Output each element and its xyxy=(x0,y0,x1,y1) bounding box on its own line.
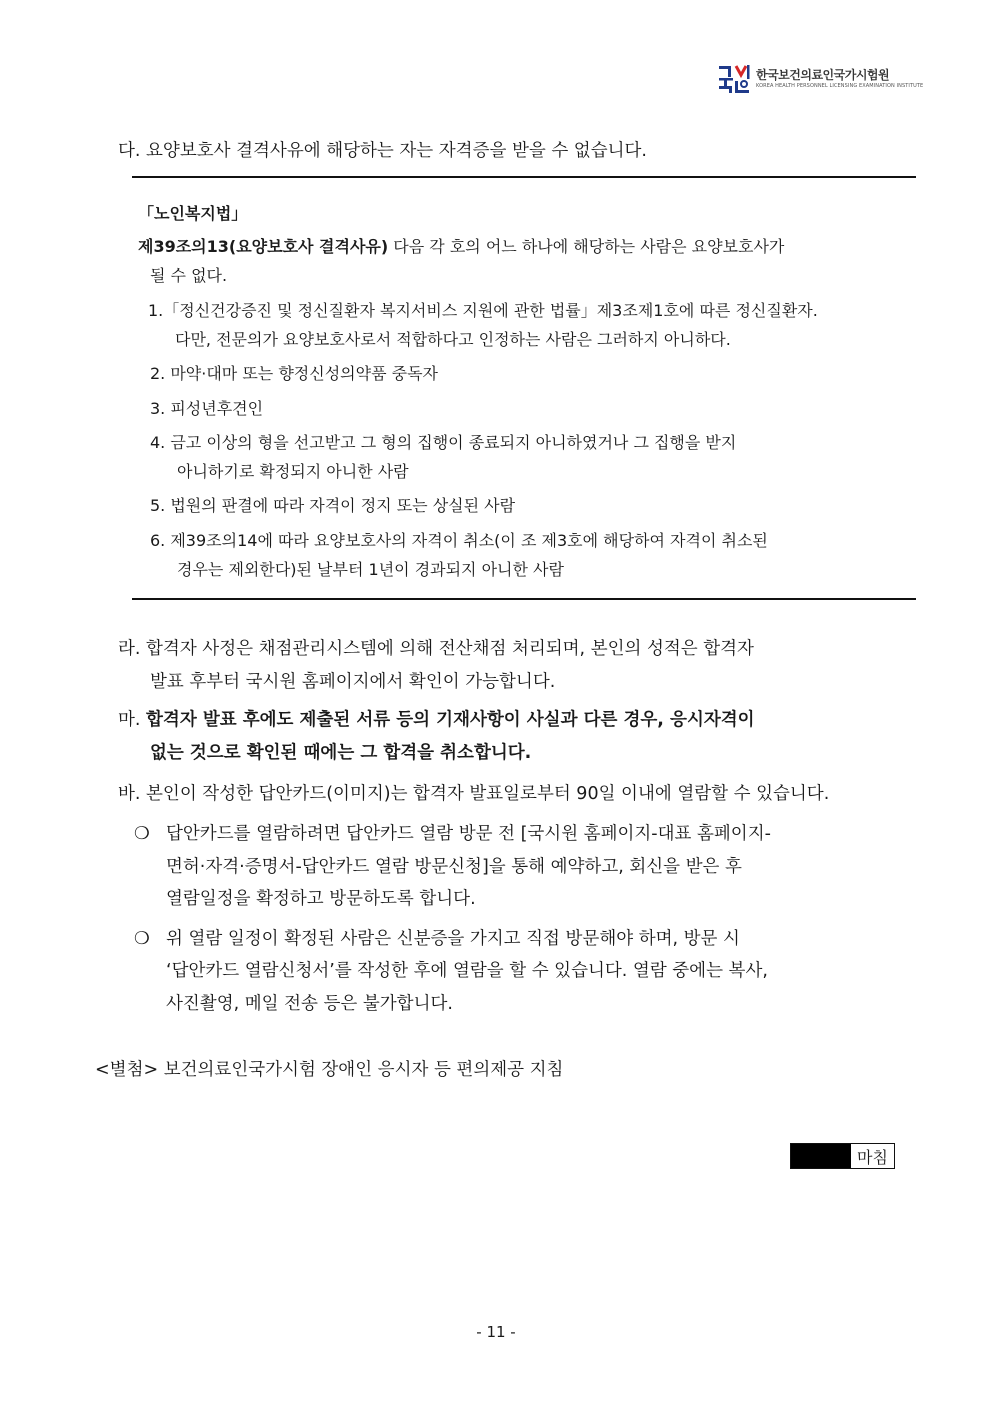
org-name-en: KOREA HEALTH PERSONNEL LICENSING EXAMINATION INSTITUTE xyxy=(756,83,924,89)
bullet-circle-icon: ❍ xyxy=(134,929,150,949)
bullet-line: ‘답안카드 열람신청서’를 작성한 후에 열람을 할 수 있습니다. 열람 중에는 복사, xyxy=(166,961,768,981)
section-ma-prefix: 마. xyxy=(118,710,147,730)
article-rest: 다음 각 호의 어느 하나에 해당하는 사람은 요양보호사가 xyxy=(388,237,785,256)
box-top-rule xyxy=(132,176,916,178)
law-item: 아니하기로 확정되지 아니한 사람 xyxy=(177,462,409,481)
section-ma-line xyxy=(118,712,755,730)
box-bottom-rule xyxy=(132,598,916,600)
org-emblem-icon xyxy=(718,63,750,95)
page-number: - 11 - xyxy=(476,1323,516,1341)
bullet-line: 답안카드를 열람하려면 답안카드 열람 방문 전 [국시원 홈페이지-대표 홈페이지- xyxy=(166,824,771,844)
article-cont: 될 수 없다. xyxy=(150,266,228,285)
article-head: 제39조의13(요양보호사 결격사유) xyxy=(138,237,389,256)
org-logo xyxy=(718,62,924,96)
section-ra-line: 발표 후부터 국시원 홈페이지에서 확인이 가능합니다. xyxy=(150,672,556,692)
section-ra-line: 라. 합격자 사정은 채점관리시스템에 의해 전산채점 처리되며, 본인의 성적은 합격자 xyxy=(118,639,754,659)
section-ma-line: 없는 것으로 확인된 때에는 그 합격을 취소합니다. xyxy=(150,743,532,763)
law-item: 1.「정신건강증진 및 정신질환자 복지서비스 지원에 관한 법률」제3조제1호에 따른 정신질환자. xyxy=(148,301,818,320)
section-ma-text: 합격자 발표 후에도 제출된 서류 등의 기재사항이 사실과 다른 경우, 응시자격이 xyxy=(146,710,755,730)
bullet-line: 열람일정을 확정하고 방문하도록 합니다. xyxy=(166,889,476,909)
section-da: 다. 요양보호사 결격사유에 해당하는 자는 자격증을 받을 수 없습니다. xyxy=(118,141,647,161)
law-item: 6. 제39조의14에 따라 요양보호사의 자격이 취소(이 조 제3호에 해당하여 자격이 취소된 xyxy=(150,531,768,550)
law-item: 5. 법원의 판결에 따라 자격이 정지 또는 상실된 사람 xyxy=(150,496,516,515)
law-title: 「노인복지법」 xyxy=(138,204,248,223)
bullet-line: 사진촬영, 메일 전송 등은 불가합니다. xyxy=(166,994,453,1014)
law-item: 3. 피성년후견인 xyxy=(150,399,264,418)
end-marker-label: 마침 xyxy=(857,1147,888,1167)
law-item: 다만, 전문의가 요양보호사로서 적합하다고 인정하는 사람은 그러하지 아니하다. xyxy=(175,330,731,349)
end-marker xyxy=(790,1143,895,1169)
section-ba: 바. 본인이 작성한 답안카드(이미지)는 합격자 발표일로부터 90일 이내에 열람할 수 있습니다. xyxy=(118,784,830,804)
law-item: 경우는 제외한다)된 날부터 1년이 경과되지 아니한 사람 xyxy=(177,560,564,579)
article-heading xyxy=(138,239,784,255)
org-name-ko: 한국보건의료인국가시험원 xyxy=(756,68,890,82)
law-item: 2. 마약·대마 또는 향정신성의약품 중독자 xyxy=(150,364,438,383)
end-marker-block xyxy=(791,1144,851,1168)
attachment-note: <별첨> 보건의료인국가시험 장애인 응시자 등 편의제공 지침 xyxy=(95,1060,564,1080)
law-item: 4. 금고 이상의 형을 선고받고 그 형의 집행이 종료되지 아니하였거나 그 집행을 받지 xyxy=(150,433,737,452)
bullet-circle-icon: ❍ xyxy=(134,824,150,844)
bullet-line: 위 열람 일정이 확정된 사람은 신분증을 가지고 직접 방문해야 하며, 방문 시 xyxy=(166,929,740,949)
bullet-line: 면허·자격·증명서-답안카드 열람 방문신청]을 통해 예약하고, 회신을 받은 후 xyxy=(166,857,742,877)
